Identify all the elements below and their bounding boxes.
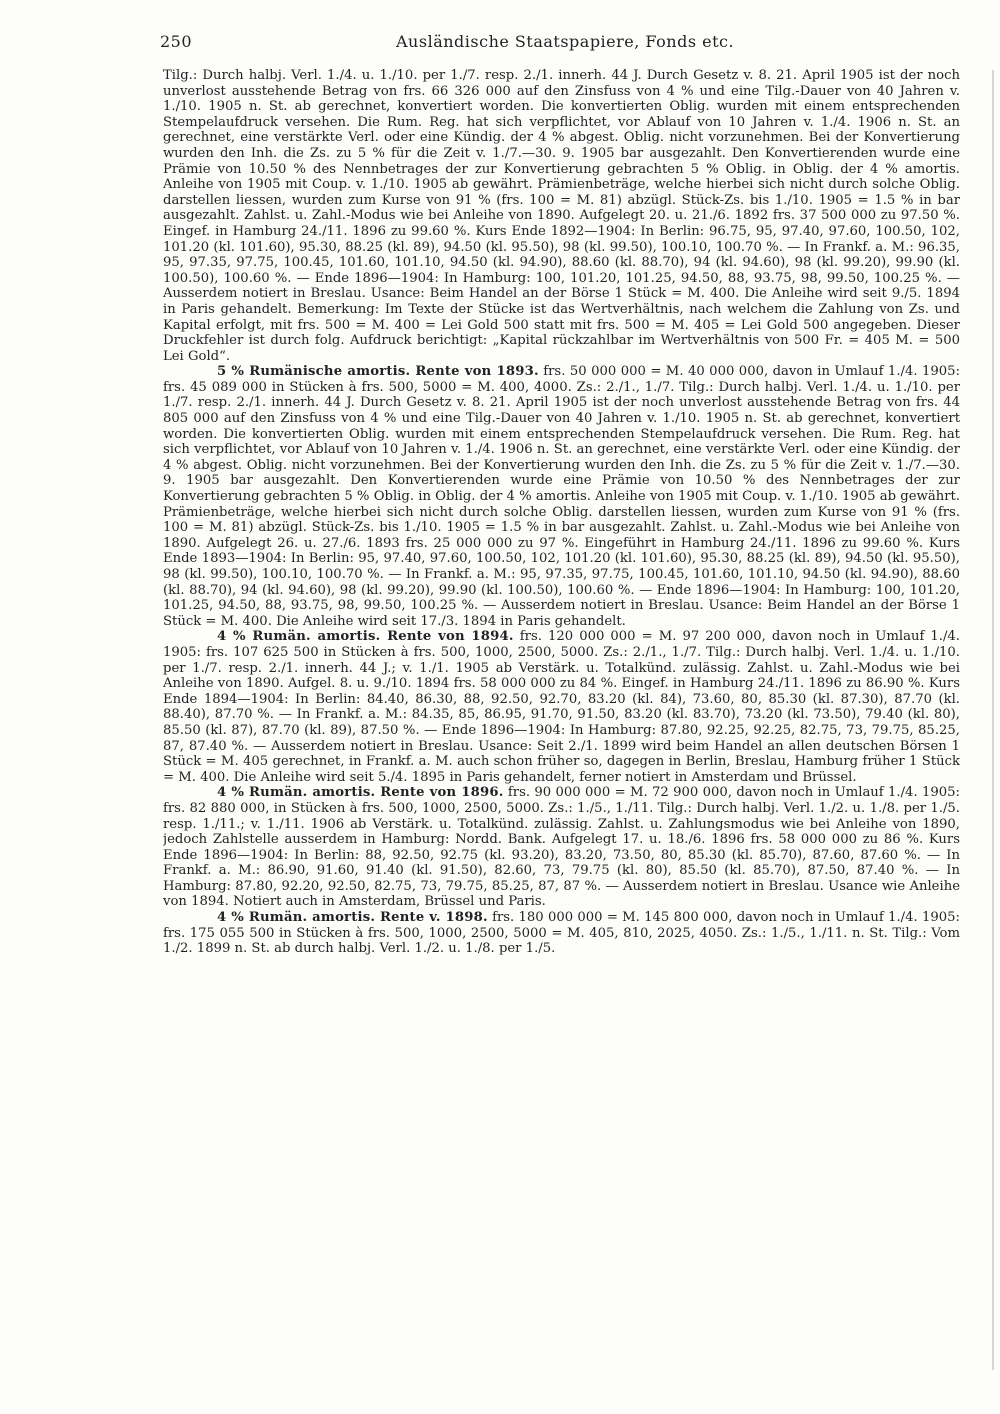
paragraph-rente-1896	[163, 785, 960, 910]
paragraph-text: frs. 90 000 000 = M. 72 900 000, davon noch in Umlauf 1./4. 1905: frs. 82 880 000, in Stücken à frs. 500, 1000, 2500, 5000. Zs.: 1./5., 1./11. Tilg.: Durch halbj. Verl. 1./2. u. 1./8. per 1./5. resp. 1./11.; v. 1./11. 1906 ab Verstärk. u. Totalkünd. zulässig. Zahlst. u. Zahlungsmodus wie bei Anleihe von 1890, jedoch Zahlstelle ausserdem in Hamburg: Nordd. Bank. Aufgelegt 17. u. 18./6. 1896 frs. 58 000 000 zu 86 %. Kurs Ende 1896—1904: In Berlin: 88, 92.50, 92.75 (kl. 93.20), 83.20, 73.50, 80, 85.30 (kl. 85.70), 87.60, 87.60 %. — In Frankf. a. M.: 86.90, 91.60, 91.40 (kl. 91.50), 82.60, 73, 79.75 (kl. 80), 85.50 (kl. 85.70), 87.50, 87.40 %. — In Hamburg: 87.80, 92.20, 92.50, 82.75, 73, 79.75, 85.25, 87, 87 %. — Ausserdem notiert in Breslau. Usance wie Anleihe von 1894. Notiert auch in Amsterdam, Brüssel und Paris.	[163, 785, 960, 910]
page-header	[160, 32, 960, 56]
page-edge-rule	[992, 70, 994, 1370]
running-title: Ausländische Staatspapiere, Fonds etc.	[396, 32, 735, 51]
paragraph-text: frs. 50 000 000 = M. 40 000 000, davon in Umlauf 1./4. 1905: frs. 45 089 000 in Stücken à frs. 500, 5000 = M. 400, 4000. Zs.: 2./1., 1./7. Tilg.: Durch halbj. Verl. 1./4. u. 1./10. per 1./7. resp. 2./1. innerh. 44 J. Durch Gesetz v. 8. 21. April 1905 ist der noch unverlost ausstehende Betrag von frs. 44 805 000 auf den Zinsfuss von 4 % und eine Tilg.-Dauer von 40 Jahren v. 1./10. 1905 n. St. ab gerechnet, konvertiert worden. Die konvertierten Oblig. wurden mit einem entsprechenden Stempelaufdruck versehen. Die Rum. Reg. hat sich verpflichtet, vor Ablauf von 10 Jahren v. 1./4. 1906 n. St. an gerechnet, eine verstärkte Verl. oder eine Kündig. der 4 % abgest. Oblig. nicht vorzunehmen. Bei der Konvertierung wurden den Inh. die Zs. zu 5 % für die Zeit v. 1./7.—30. 9. 1905 bar ausgezahlt. Den Konvertierenden wurde eine Prämie von 10.50 % des Nennbetrages der zur Konvertierung gebrachten 5 % Oblig. in Oblig. der 4 % amortis. Anleihe von 1905 mit Coup. v. 1./10. 1905 ab gewährt. Prämienbeträge, welche hierbei sich nicht durch solche Oblig. darstellen liessen, wurden zum Kurse von 91 % (frs. 100 = M. 81) abzügl. Stück-Zs. bis 1./10. 1905 = 1.5 % in bar ausgezahlt. Zahlst. u. Zahl.-Modus wie bei Anleihe von 1890. Aufgelegt 26. u. 27./6. 1893 frs. 25 000 000 zu 97 %. Eingeführt in Hamburg 24./11. 1896 zu 99.60 %. Kurs Ende 1893—1904: In Berlin: 95, 97.40, 97.60, 100.50, 102, 101.20 (kl. 101.60), 95.30, 88.25 (kl. 89), 94.50 (kl. 95.50), 98 (kl. 99.50), 100.10, 100.70 %. — In Frankf. a. M.: 95, 97.35, 97.75, 100.45, 101.60, 101.10, 94.50 (kl. 94.90), 88.60 (kl. 88.70), 94 (kl. 94.60), 98 (kl. 99.20), 99.90 (kl. 100.50), 100.60 %. — Ende 1896—1904: In Hamburg: 100, 101.20, 101.25, 94.50, 88, 93.75, 98, 99.50, 100.25 %. — Ausserdem notiert in Breslau. Usance: Beim Handel an der Börse 1 Stück = M. 400. Die Anleihe wird seit 17./3. 1894 in Paris gehandelt.	[163, 364, 960, 629]
paragraph-rente-1894	[163, 629, 960, 785]
paragraph-text: frs. 180 000 000 = M. 145 800 000, davon noch in Umlauf 1./4. 1905: frs. 175 055 500 in Stücken à frs. 500, 1000, 2500, 5000 = M. 405, 810, 2025, 4050. Zs.: 1./5., 1./11. n. St. Tilg.: Vom 1./2. 1899 n. St. ab durch halbj. Verl. 1./2. u. 1./8. per 1./5.	[163, 910, 960, 957]
paragraph-rente-1898	[163, 910, 960, 957]
page-number: 250	[160, 32, 193, 51]
paragraph-heading: 4 % Rumän. amortis. Rente von 1894.	[217, 629, 514, 645]
paragraph-rente-1892-continued	[163, 68, 960, 364]
paragraph-rente-1893	[163, 364, 960, 629]
paragraph-text: frs. 120 000 000 = M. 97 200 000, davon noch in Umlauf 1./4. 1905: frs. 107 625 500 in Stücken à frs. 500, 1000, 2500, 5000. Zs.: 2./1., 1./7. Tilg.: Durch halbj. Verl. 1./4. u. 1./10. per 1./7. resp. 2./1. innerh. 44 J.; v. 1./1. 1905 ab Verstärk. u. Totalkünd. zulässig. Zahlst. u. Zahl.-Modus wie bei Anleihe von 1890. Aufgel. 8. u. 9./10. 1894 frs. 58 000 000 zu 84 %. Eingef. in Hamburg 24./11. 1896 zu 86.90 %. Kurs Ende 1894—1904: In Berlin: 84.40, 86.30, 88, 92.50, 92.70, 83.20 (kl. 84), 73.60, 80, 85.30 (kl. 87.30), 87.70 (kl. 88.40), 87.70 %. — In Frankf. a. M.: 84.35, 85, 86.95, 91.70, 91.50, 83.20 (kl. 83.70), 73.20 (kl. 73.50), 79.40 (kl. 80), 85.50 (kl. 87), 87.70 (kl. 89), 87.50 %. — Ende 1896—1904: In Hamburg: 87.80, 92.25, 92.25, 82.75, 73, 79.75, 85.25, 87, 87.40 %. — Ausserdem notiert in Breslau. Usance: Seit 2./1. 1899 wird beim Handel an allen deutschen Börsen 1 Stück = M. 405 gerechnet, in Frankf. a. M. auch schon früher so, dagegen in Berlin, Breslau, Hamburg früher 1 Stück = M. 400. Die Anleihe wird seit 5./4. 1895 in Paris gehandelt, ferner notiert in Amsterdam und Brüssel.	[163, 629, 960, 785]
paragraph-heading: 4 % Rumän. amortis. Rente von 1896.	[217, 785, 504, 801]
paragraph-heading: 4 % Rumän. amortis. Rente v. 1898.	[217, 910, 488, 926]
page-body	[163, 68, 960, 1388]
paragraph-text: Tilg.: Durch halbj. Verl. 1./4. u. 1./10. per 1./7. resp. 2./1. innerh. 44 J. Durch Gesetz v. 8. 21. April 1905 ist der noch unverlost ausstehende Betrag von frs. 66 326 000 auf den Zinsfuss von 4 % und eine Tilg.-Dauer von 40 Jahren v. 1./10. 1905 n. St. ab gerechnet, konvertiert worden. Die konvertierten Oblig. wurden mit einem entsprechenden Stempelaufdruck versehen. Die Rum. Reg. hat sich verpflichtet, vor Ablauf von 10 Jahren v. 1./4. 1906 n. St. an gerechnet, eine verstärkte Verl. oder eine Kündig. der 4 % abgest. Oblig. nicht vorzunehmen. Bei der Konvertierung wurden den Inh. die Zs. zu 5 % für die Zeit v. 1./7.—30. 9. 1905 bar ausgezahlt. Den Konvertierenden wurde eine Prämie von 10.50 % des Nennbetrages der zur Konvertierung gebrachten 5 % Oblig. in Oblig. der 4 % amortis. Anleihe von 1905 mit Coup. v. 1./10. 1905 ab gewährt. Prämienbeträge, welche hierbei sich nicht durch solche Oblig. darstellen liessen, wurden zum Kurse von 91 % (frs. 100 = M. 81) abzügl. Stück-Zs. bis 1./10. 1905 = 1.5 % in bar ausgezahlt. Zahlst. u. Zahl.-Modus wie bei Anleihe von 1890. Aufgelegt 20. u. 21./6. 1892 frs. 37 500 000 zu 97.50 %. Eingef. in Hamburg 24./11. 1896 zu 99.60 %. Kurs Ende 1892—1904: In Berlin: 96.75, 95, 97.40, 97.60, 100.50, 102, 101.20 (kl. 101.60), 95.30, 88.25 (kl. 89), 94.50 (kl. 95.50), 98 (kl. 99.50), 100.10, 100.70 %. — In Frankf. a. M.: 96.35, 95, 97.35, 97.75, 100.45, 101.60, 101.10, 94.50 (kl. 94.90), 88.60 (kl. 88.70), 94 (kl. 94.60), 98 (kl. 99.20), 99.90 (kl. 100.50), 100.60 %. — Ende 1896—1904: In Hamburg: 100, 101.20, 101.25, 94.50, 88, 93.75, 98, 99.50, 100.25 %. — Ausserdem notiert in Breslau. Usance: Beim Handel an der Börse 1 Stück = M. 400. Die Anleihe wird seit 9./5. 1894 in Paris gehandelt. Bemerkung: Im Texte der Stücke ist das Wertverhältnis, nach welchem die Zahlung von Zs. und Kapital erfolgt, mit frs. 500 = M. 400 = Lei Gold 500 statt mit frs. 500 = M. 405 = Lei Gold 500 angegeben. Dieser Druckfehler ist durch folg. Aufdruck berichtigt: „Kapital rückzahlbar im Wertverhältnis von 500 Fr. = 405 M. = 500 Lei Gold“.	[163, 68, 960, 364]
paragraph-heading: 5 % Rumänische amortis. Rente von 1893.	[217, 364, 539, 380]
